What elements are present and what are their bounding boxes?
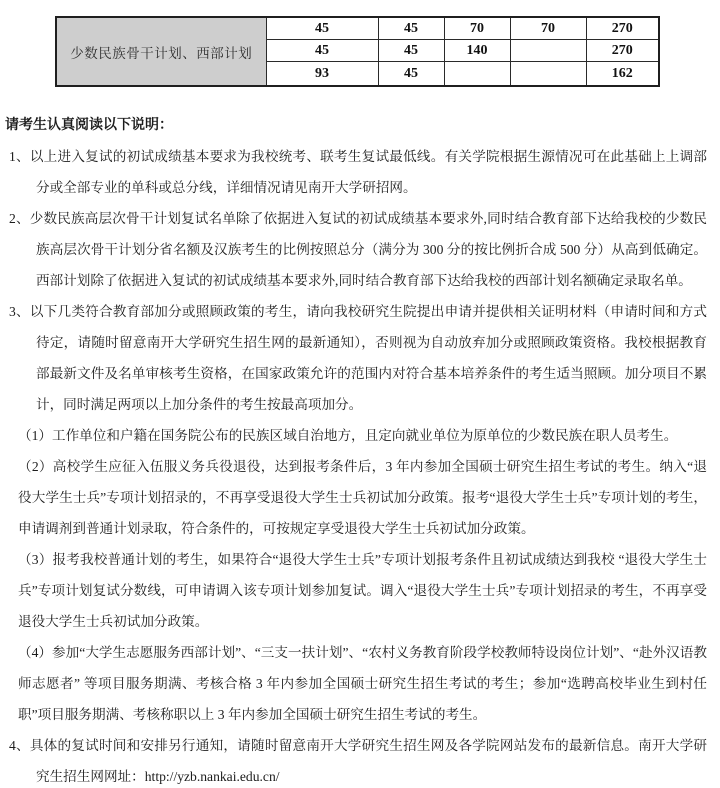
table-cell: 70 [510, 17, 586, 40]
table-row-label: 少数民族骨干计划、西部计划 [56, 17, 266, 86]
note-marker: 4、 [9, 738, 30, 753]
note-item-4 [5, 730, 707, 788]
note-marker: 1、 [9, 149, 30, 164]
note-marker: 3、 [9, 304, 30, 319]
note-text: 少数民族高层次骨干计划复试名单除了依据进入复试的初试成绩基本要求外,同时结合教育部下达给我校的少数民族高层次骨干计划分省名额及汉族考生的比例按照总分（满分为 300 分的按比例折合成 500 分）从高到低确定。西部计划除了依据进入复试的初试成绩基本要求外,同时结合教育部下达给我校的西部计划名额确定录取名单。 [29, 211, 707, 288]
score-table [55, 16, 660, 87]
table-cell: 93 [266, 62, 378, 87]
note-marker: 2、 [9, 211, 30, 226]
note-text: 以下几类符合教育部加分或照顾政策的考生，请向我校研究生院提出申请并提供相关证明材料（申请时间和方式待定，请随时留意南开大学研究生招生网的最新通知），否则视为自动放弃加分或照顾政策资格。我校根据教育部最新文件及名单审核考生资格，在国家政策允许的范围内对符合基本培养条件的考生适当照顾。加分项目不累计，同时满足两项以上加分条件的考生按最高项加分。 [29, 304, 708, 412]
table-cell: 270 [586, 17, 659, 40]
table-cell [444, 62, 510, 87]
table-cell: 45 [266, 17, 378, 40]
note-item-3 [5, 296, 707, 420]
note3-subitem-2: （2）高校学生应征入伍服义务兵役退役，达到报考条件后，3 年内参加全国硕士研究生招生考试的考生。纳入“退役大学生士兵”专项计划招录的，不再享受退役大学生士兵初试加分政策。报考“退役大学生士兵”专项计划的考生，申请调剂到普通计划录取，符合条件的，可按规定享受退役大学生士兵初试加分政策。 [18, 459, 707, 536]
notes-section [5, 110, 707, 788]
table-cell [510, 40, 586, 62]
section-heading: 请考生认真阅读以下说明： [5, 118, 173, 133]
table-cell: 270 [586, 40, 659, 62]
note-text: 具体的复试时间和安排另行通知，请随时留意南开大学研究生招生网及各学院网站发布的最新信息。南开大学研究生招生网网址：http://yzb.nankai.edu.cn/ [29, 738, 708, 784]
note3-subitem-1: （1）工作单位和户籍在国务院公布的民族区域自治地方，且定向就业单位为原单位的少数民族在职人员考生。 [18, 428, 678, 443]
note3-subitem-3: （3）报考我校普通计划的考生，如果符合“退役大学生士兵”专项计划报考条件且初试成绩达到我校 “退役大学生士兵”专项计划复试分数线，可申请调入该专项计划参加复试。调入“退役大学生士兵”专项计划招录的考生，不再享受退役大学生士兵初试加分政策。 [18, 552, 707, 629]
table-cell: 45 [266, 40, 378, 62]
note-item-1 [5, 141, 707, 203]
table-cell: 70 [444, 17, 510, 40]
score-table-wrap [55, 16, 660, 87]
table-cell: 45 [378, 62, 444, 87]
table-cell [510, 62, 586, 87]
table-row [56, 17, 659, 40]
table-cell: 162 [586, 62, 659, 87]
table-cell: 45 [378, 17, 444, 40]
note3-subitem-4: （4）参加“大学生志愿服务西部计划”、“三支一扶计划”、“农村义务教育阶段学校教师特设岗位计划”、“赴外汉语教师志愿者” 等项目服务期满、考核合格 3 年内参加全国硕士研究生招生考试的考生；参加“选聘高校毕业生到村任职”项目服务期满、考核称职以上 3 年内参加全国硕士研究生招生考试的考生。 [18, 645, 707, 722]
table-cell: 45 [378, 40, 444, 62]
table-cell: 140 [444, 40, 510, 62]
note-text: 以上进入复试的初试成绩基本要求为我校统考、联考生复试最低线。有关学院根据生源情况可在此基础上上调部分或全部专业的单科或总分线，详细情况请见南开大学研招网。 [29, 149, 708, 195]
note-item-2 [5, 203, 707, 296]
